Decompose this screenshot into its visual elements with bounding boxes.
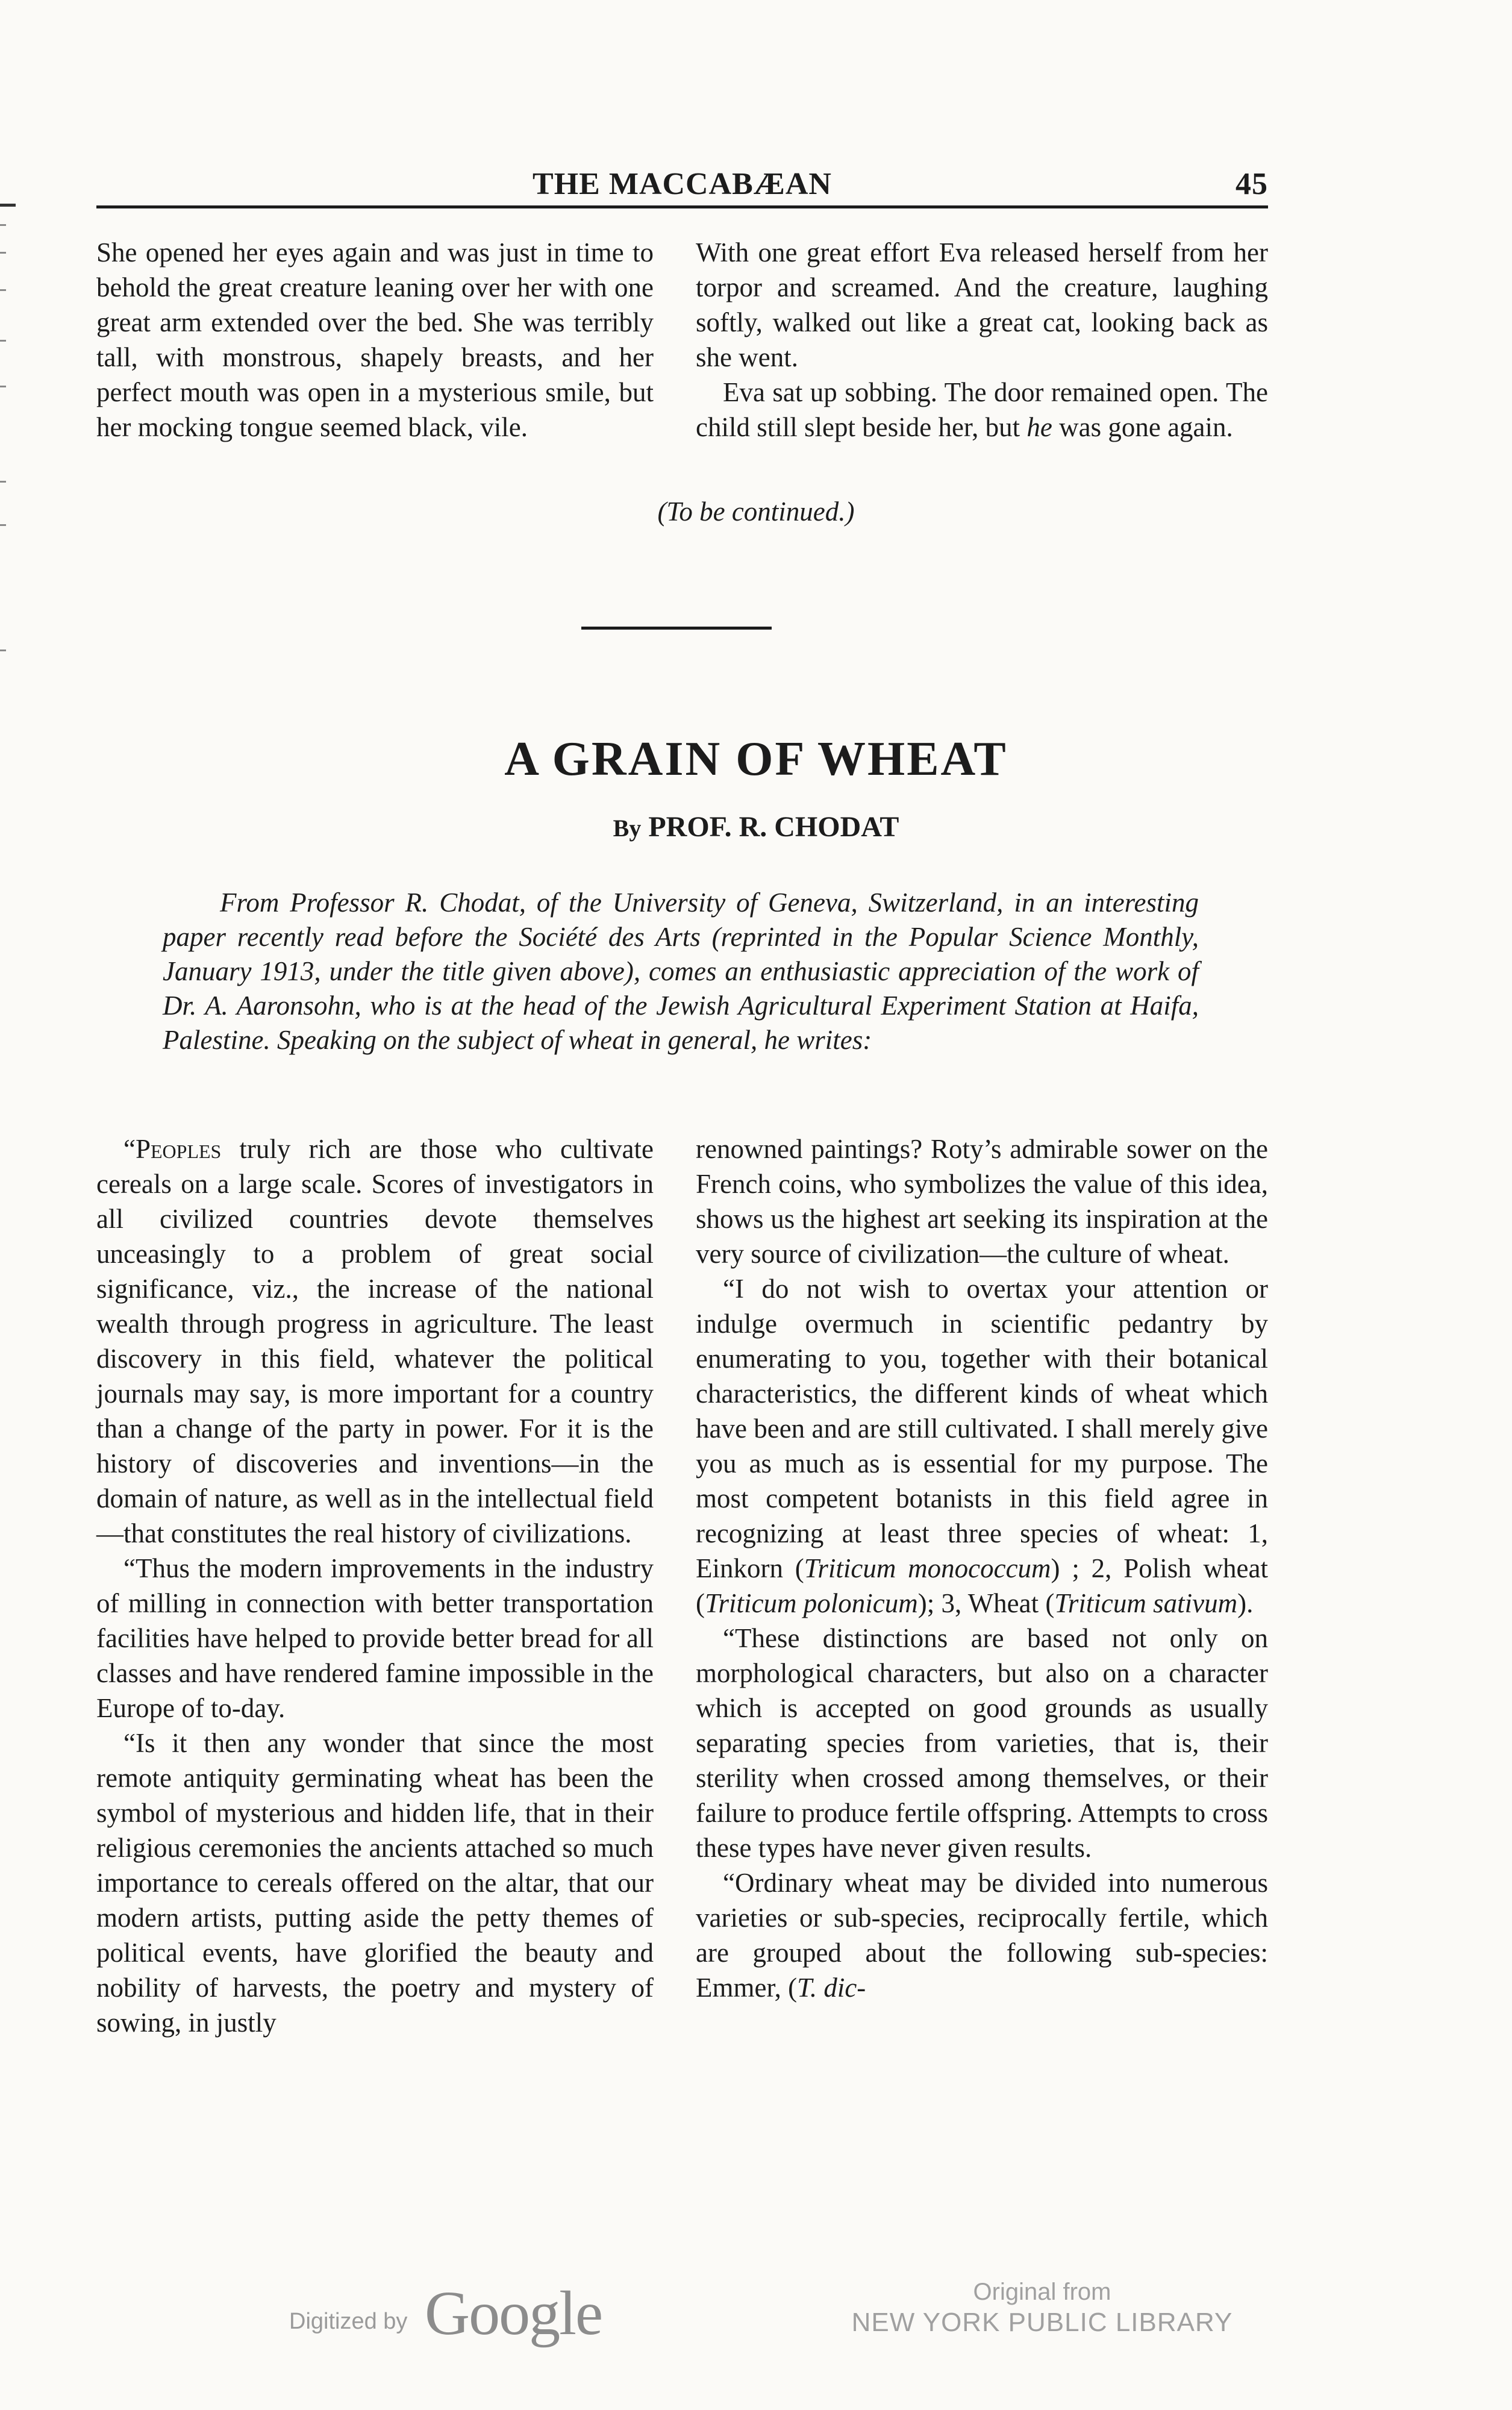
story-paragraph: She opened her eyes again and was just in time to behold the great creature leaning over her with one great arm extended over the bed. She was terribly tall, with monstrous, shapely breasts, and her perfect mouth was open in a mysterious smile, but her mocking tongue seemed black, vile. (96, 237, 654, 442)
body-paragraph: renowned paintings? Roty’s admirable sower on the French coins, who symbolizes the value of this idea, shows us the highest art seeking its inspiration at the very source of civilization—the culture of wheat. (696, 1134, 1268, 1269)
digitized-by-label: Digitized by (289, 2309, 408, 2334)
scan-tick (0, 252, 6, 254)
header-rule (96, 205, 1268, 208)
scan-tick (0, 289, 6, 291)
byline (0, 810, 1512, 844)
body-paragraph: “Peoples truly rich are those who cultivate cereals on a large scale. Scores of investigators in all civilized countries devote themselves unceasingly to a problem of great social significance, viz., the increase of the national wealth through progress in agriculture. The least discovery in this field, whatever the political journals may say, is more important for a country than a change of the party in power. For it is the history of discoveries and inventions—in the domain of nature, as well as in the intellectual field—that constitutes the real history of civilizations. (96, 1134, 654, 1548)
section-divider (581, 627, 772, 630)
journal-title: THE MACCABÆAN (533, 167, 832, 201)
scan-tick (0, 386, 6, 387)
article-title: A GRAIN OF WHEAT (504, 733, 1008, 786)
library-credit (825, 2277, 1259, 2339)
body-left-column (96, 1131, 654, 2040)
body-paragraph: “Ordinary wheat may be divided into numerous varieties or sub-species, reciprocally fertile, which are grouped about the following sub-species: Emmer, (T. dic- (696, 1868, 1268, 2003)
scan-tick (0, 481, 6, 483)
scan-tick (0, 649, 6, 651)
margin-mark (0, 204, 16, 207)
story-right-column (696, 235, 1268, 445)
body-paragraph: “Is it then any wonder that since the most remote antiquity germinating wheat has been the symbol of mysterious and hidden life, that in their religious ceremonies the ancients attached so much importance to cereals offered on the altar, that our modern artists, putting aside the petty themes of political events, have glorified the beauty and nobility of harvests, the poetry and mystery of sowing, in justly (96, 1728, 654, 2038)
to-be-continued: (To be continued.) (657, 496, 855, 527)
original-from-label: Original from (973, 2279, 1111, 2305)
scan-tick (0, 340, 6, 342)
library-name: NEW YORK PUBLIC LIBRARY (851, 2308, 1233, 2337)
page-number: 45 (1236, 167, 1268, 201)
story-paragraph: With one great effort Eva released herself from her torpor and screamed. And the creature, laughing softly, walked out like a great cat, looking back as she went. (696, 237, 1268, 372)
body-paragraph: “These distinctions are based not only on morphological characters, but also on a character which is accepted on good grounds as usually separating species from varieties, that is, their sterility when crossed among themselves, or their failure to produce fertile offspring. Attempts to cross these types have never given results. (696, 1623, 1268, 1863)
running-header (96, 166, 1268, 205)
story-left-column (96, 235, 654, 445)
body-paragraph: “I do not wish to overtax your attention or indulge overmuch in scientific pedantry by enumerating to you, together with their botanical characteristics, the different kinds of wheat which have been and are still cultivated. I shall merely give you as much as is essential for my purpose. The most competent botanists in this field agree in recognizing at least three species of wheat: 1, Einkorn (Triticum monococcum) ; 2, Polish wheat (Triticum polonicum); 3, Wheat (Triticum sativum). (696, 1274, 1269, 1618)
body-right-column (696, 1131, 1268, 2005)
byline-by: By (613, 815, 642, 842)
scan-tick (0, 224, 6, 226)
body-paragraph: “Thus the modern improvements in the industry of milling in connection with better transportation facilities have helped to provide better bread for all classes and have rendered famine impossible in the Europe of to-day. (96, 1553, 654, 1723)
byline-author: PROF. R. CHODAT (648, 811, 899, 843)
article-intro (163, 886, 1199, 1057)
google-logo: Google (425, 2279, 602, 2348)
story-paragraph: Eva sat up sobbing. The door remained open. The child still slept beside her, but he was gone again. (696, 377, 1268, 442)
intro-paragraph: From Professor R. Chodat, of the University of Geneva, Switzerland, in an interesting paper recently read before the Société des Arts (reprinted in the Popular Science Monthly, January 1913, under the title given above), comes an enthusiastic appreciation of the work of Dr. A. Aaronsohn, who is at the head of the Jewish Agricultural Experiment Station at Haifa, Palestine. Speaking on the subject of wheat in general, he writes: (163, 887, 1199, 1055)
